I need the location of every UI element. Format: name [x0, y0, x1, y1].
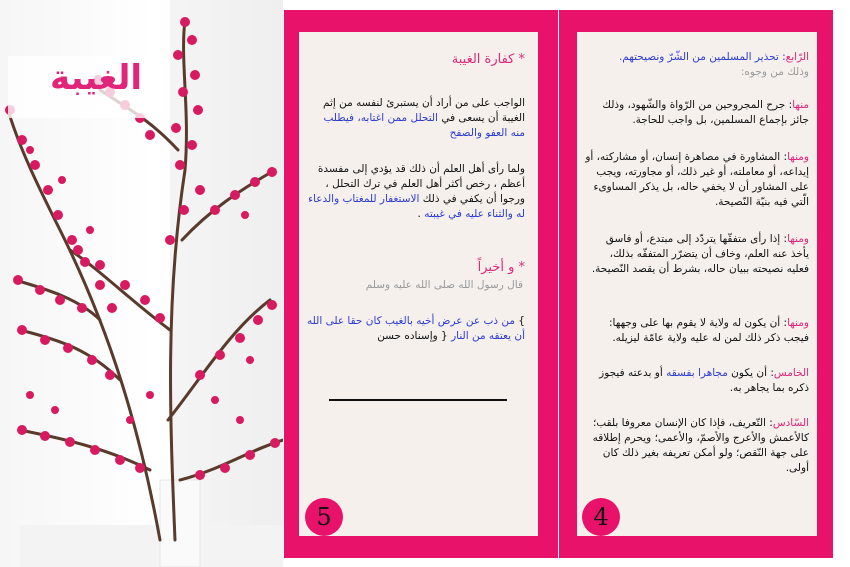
hadith-text: من ذب عن عرض أخيه بالغيب كان حقا على الله أن يعتقه من النار — [307, 315, 525, 342]
page-4-panel — [559, 10, 833, 558]
hadith-intro: قال رسول الله صلى الله عليه وسلم — [365, 279, 523, 291]
section-fifth — [585, 366, 809, 396]
aspect3-label: ومنها — [787, 233, 809, 245]
cover-title: الغيبة — [50, 58, 142, 98]
section-fourth-aspect — [585, 316, 809, 346]
hadith-open-bracket: } — [514, 315, 525, 327]
scholars-highlight: الاستغفار للمغتاب والدعاء له والثناء عليه في غيبته — [308, 193, 525, 220]
scholars-paragraph — [307, 162, 525, 222]
fifth-label: الخامس — [773, 367, 809, 379]
fourth-subtitle: وذلك من وجوه: — [740, 66, 809, 78]
scholars-end: . — [417, 208, 425, 220]
divider-line — [329, 399, 507, 401]
aspect1-label: منها — [792, 99, 809, 111]
expiation-heading: * كفارة الغيبة — [451, 52, 525, 67]
fifth-highlight: مجاهرا بفسقه — [666, 367, 728, 379]
aspect4-label: ومنها — [787, 317, 809, 329]
cover-page — [0, 0, 283, 567]
page-5-panel — [284, 10, 558, 558]
expiation-paragraph — [307, 96, 525, 141]
sixth-label: السّادس — [772, 417, 809, 429]
page-4-content — [577, 32, 817, 536]
fourth-label: الرّابع — [785, 51, 809, 63]
hadith-grading: { وإسناده حسن — [377, 330, 448, 342]
fifth-text-b: أو بدعته فيجوز ذكره بما يجاهر به. — [599, 367, 809, 394]
section-sixth — [585, 416, 809, 476]
page-number-5: 5 — [305, 498, 343, 536]
aspect2-label: ومنها — [787, 151, 809, 163]
section-first-aspect — [585, 98, 809, 128]
sixth-text: : التّعريف، فإذا كان الإنسان معروفا بلقب؛ كالأعمش والأعرج والأصمّ، والأعمى؛ ويحرم إطلاقه على جهة النّقص؛ ولو أمكن تعريفه بغير ذلك كان أولى. — [592, 417, 809, 474]
aspect3-text: : إذا رأى متفقّها يتردّد إلى مبتدع، أو فاسق يأخذ عنه العلم، وخاف أن يتضرّر المتفقّه بذلك، فعليه نصيحته ببيان حاله، بشرط أن يقصد النّصيحة. — [591, 233, 809, 275]
section-fourth — [585, 50, 809, 65]
finally-heading: * و أخيراً — [477, 260, 525, 275]
aspect4-text: : أن يكون له ولاية لا يقوم بها على وجهها: فيجب ذكر ذلك لمن له عليه ولاية عامّة ليزيله. — [609, 317, 809, 344]
section-second-aspect — [585, 150, 809, 210]
hadith-paragraph — [307, 314, 525, 344]
scholars-text: ولما رأى أهل العلم أن ذلك قد يؤدي إلى مفسدة أعظم ، رخص أكثر أهل العلم في ترك التحلل ، ورجوا أن يكفي في ذلك — [317, 163, 525, 205]
page-5-content — [299, 32, 538, 536]
aspect2-text: : المشاورة في مصاهرة إنسان، أو مشاركته، أو إيداعه، أو معاملته، أو غير ذلك، أو مجاورته، ويجب على المشاور أن لا يخفي حاله، بل يذكر المساوىء الّتي فيه بنيّة النّصيحة. — [585, 151, 809, 208]
aspect1-text: : جرح المجروحين من الرّواة والشّهود، وذلك جائز بإجماع المسلمين، بل واجب للحاجة. — [602, 99, 809, 126]
page-number-4: 4 — [582, 498, 620, 536]
expiation-highlight: التحلل ممن اغتابه، فيطلب منه العفو والصفح — [323, 112, 525, 139]
fourth-text: : تحذير المسلمين من الشّرّ ونصيحتهم. — [618, 51, 786, 63]
fifth-text-a: : أن يكون — [727, 367, 774, 379]
expiation-text: الواجب على من أراد أن يستبرئ لنفسه من إثم الغيبة أن يسعى في — [322, 97, 525, 124]
section-third-aspect — [585, 232, 809, 277]
